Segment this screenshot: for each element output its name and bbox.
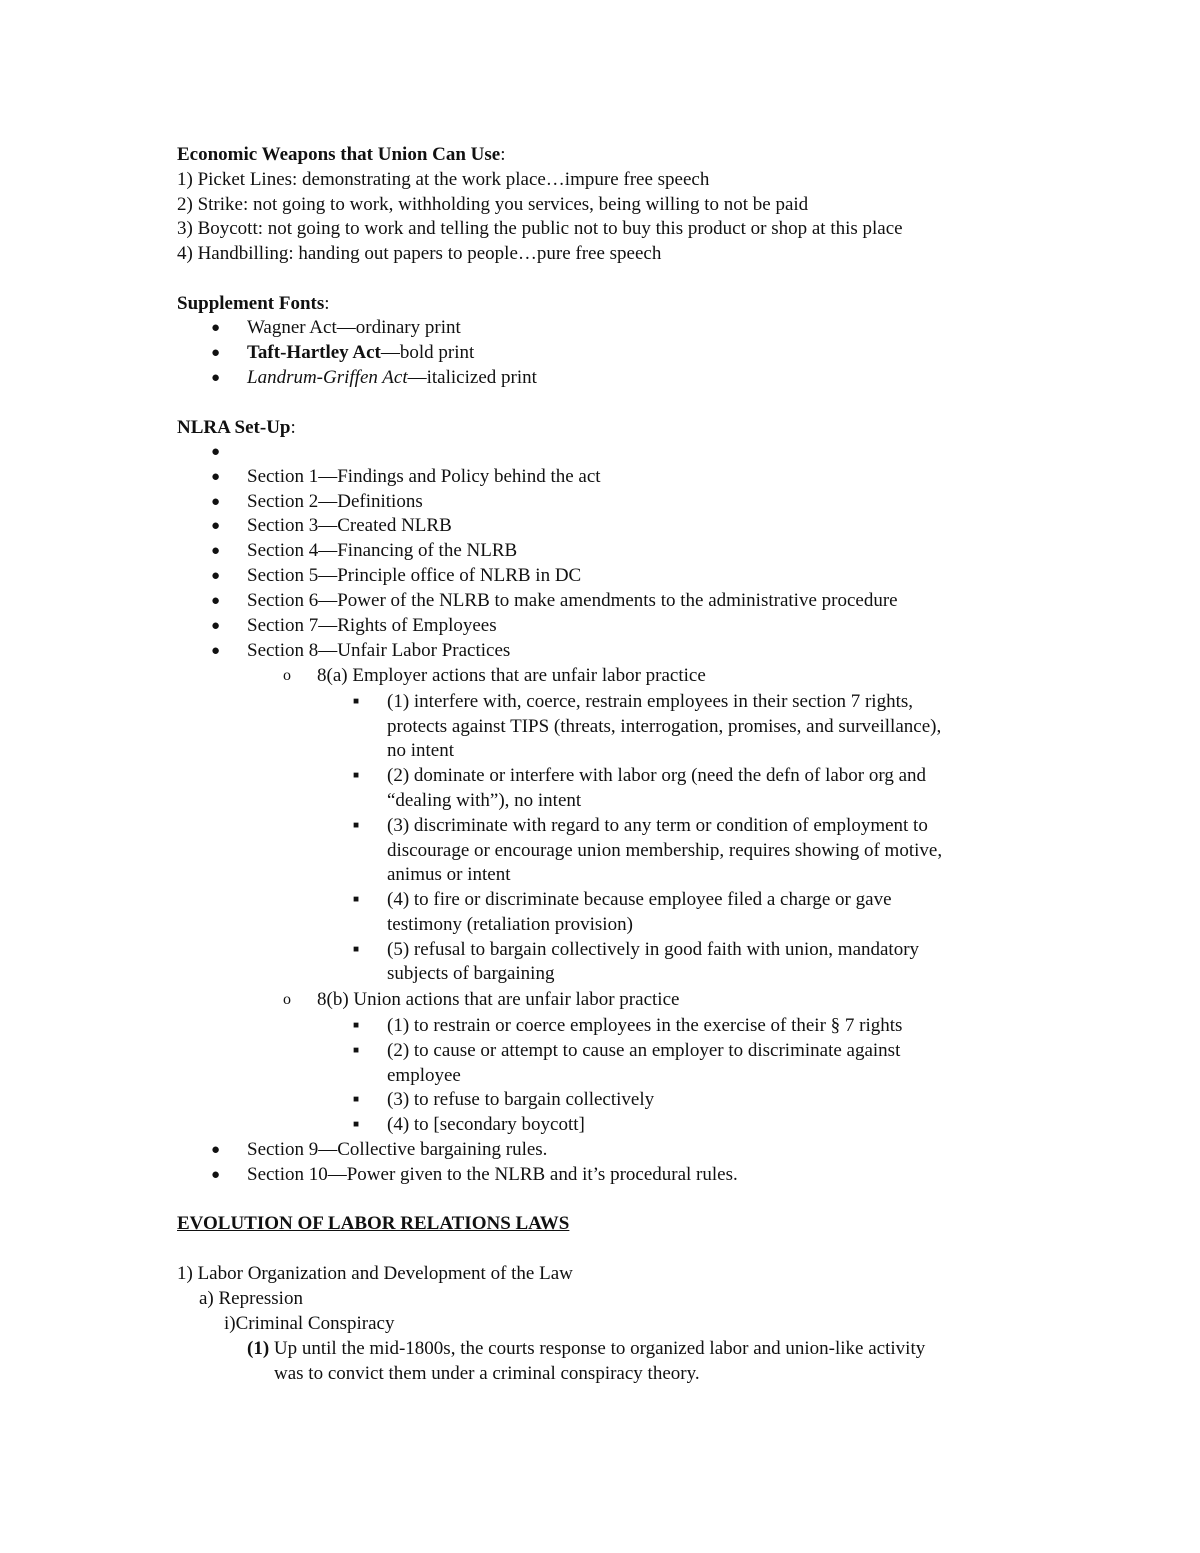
bullet-icon: ● — [211, 469, 221, 485]
bullet-icon: ● — [211, 643, 221, 659]
weapons-heading: Economic Weapons that Union Can Use — [177, 144, 501, 165]
bullet-icon: ● — [211, 593, 221, 609]
square-bullet-icon: ■ — [353, 894, 360, 905]
square-bullet-icon: ■ — [353, 820, 360, 831]
nlra-section: Section 8—Unfair Labor Practices — [247, 640, 511, 661]
sub-item-line: “dealing with”), no intent — [387, 790, 582, 811]
square-bullet-icon: ■ — [353, 696, 360, 707]
supplement-item: Wagner Act—ordinary print — [247, 317, 461, 338]
outline-level-3: i)Criminal Conspiracy — [224, 1313, 395, 1334]
sub-item-line: (3) discriminate with regard to any term or condition of employment to — [387, 815, 928, 836]
outline-level-1: 1) Labor Organization and Development of the Law — [177, 1263, 573, 1284]
supplement-heading: Supplement Fonts — [177, 293, 325, 314]
bullet-icon: ● — [211, 1142, 221, 1158]
bullet-icon: ● — [211, 494, 221, 510]
weapon-item: 4) Handbilling: handing out papers to people…pure free speech — [177, 243, 662, 264]
square-bullet-icon: ■ — [353, 1094, 360, 1105]
square-bullet-icon: ■ — [353, 1119, 360, 1130]
supplement-item: Taft-Hartley Act—bold print — [247, 342, 475, 363]
bullet-icon: ● — [211, 618, 221, 634]
sub-item-line: testimony (retaliation provision) — [387, 914, 633, 935]
outline-level-2: a) Repression — [199, 1288, 303, 1309]
sub-item-line: employee — [387, 1065, 461, 1086]
bullet-icon: ● — [211, 320, 221, 336]
bullet-icon: ● — [211, 444, 221, 460]
sub-section-label: 8(a) Employer actions that are unfair labor practice — [317, 665, 706, 686]
supplement-heading-line: Supplement Fonts: — [177, 293, 330, 314]
weapons-heading-line: Economic Weapons that Union Can Use: — [177, 144, 506, 165]
bullet-icon: ● — [211, 543, 221, 559]
circle-bullet-icon: o — [283, 991, 291, 1008]
weapon-item: 2) Strike: not going to work, withholding you services, being willing to not be paid — [177, 194, 809, 215]
sub-item-line: (3) to refuse to bargain collectively — [387, 1089, 655, 1110]
supplement-item: Landrum-Griffen Act—italicized print — [247, 367, 537, 388]
weapon-item: 3) Boycott: not going to work and telling the public not to buy this product or shop at this place — [177, 218, 903, 239]
nlra-section: Section 10—Power given to the NLRB and it’s procedural rules. — [247, 1164, 738, 1185]
nlra-section: Section 5—Principle office of NLRB in DC — [247, 565, 582, 586]
nlra-section: Section 1—Findings and Policy behind the act — [247, 466, 601, 487]
square-bullet-icon: ■ — [353, 1045, 360, 1056]
bullet-icon: ● — [211, 1167, 221, 1183]
weapon-item: 1) Picket Lines: demonstrating at the work place…impure free speech — [177, 169, 710, 190]
nlra-section: Section 4—Financing of the NLRB — [247, 540, 518, 561]
sub-item-line: protects against TIPS (threats, interrogation, promises, and surveillance), — [387, 716, 942, 737]
sub-item-line: (2) dominate or interfere with labor org (need the defn of labor org and — [387, 765, 927, 786]
nlra-section: Section 6—Power of the NLRB to make amendments to the administrative procedure — [247, 590, 898, 611]
square-bullet-icon: ■ — [353, 1020, 360, 1031]
sub-item-line: no intent — [387, 740, 455, 761]
circle-bullet-icon: o — [283, 667, 291, 684]
sub-item-line: (1) interfere with, coerce, restrain employees in their section 7 rights, — [387, 691, 913, 712]
sub-section-label: 8(b) Union actions that are unfair labor practice — [317, 989, 680, 1010]
bullet-icon: ● — [211, 568, 221, 584]
square-bullet-icon: ■ — [353, 944, 360, 955]
bullet-icon: ● — [211, 345, 221, 361]
sub-item-line: (1) to restrain or coerce employees in the exercise of their § 7 rights — [387, 1015, 903, 1036]
nlra-section: Section 7—Rights of Employees — [247, 615, 497, 636]
sub-item-line: (4) to fire or discriminate because employee filed a charge or gave — [387, 889, 892, 910]
sub-item-line: animus or intent — [387, 864, 511, 885]
bullet-icon: ● — [211, 518, 221, 534]
nlra-section: Section 2—Definitions — [247, 491, 423, 512]
sub-item-line: (2) to cause or attempt to cause an employer to discriminate against — [387, 1040, 901, 1061]
evolution-heading: EVOLUTION OF LABOR RELATIONS LAWS — [177, 1213, 570, 1234]
sub-item-line: (4) to [secondary boycott] — [387, 1114, 585, 1135]
nlra-heading: NLRA Set-Up — [177, 417, 291, 438]
sub-item-line: (5) refusal to bargain collectively in good faith with union, mandatory — [387, 939, 920, 960]
nlra-heading-line: NLRA Set-Up: — [177, 417, 296, 438]
nlra-section: Section 3—Created NLRB — [247, 515, 452, 536]
sub-item-line: discourage or encourage union membership, requires showing of motive, — [387, 840, 943, 861]
nlra-section: Section 9—Collective bargaining rules. — [247, 1139, 548, 1160]
outline-level-4-cont: was to convict them under a criminal conspiracy theory. — [274, 1363, 700, 1384]
bullet-icon: ● — [211, 370, 221, 386]
outline-level-4: (1) Up until the mid-1800s, the courts response to organized labor and union-like activity — [247, 1338, 926, 1359]
sub-item-line: subjects of bargaining — [387, 963, 555, 984]
square-bullet-icon: ■ — [353, 770, 360, 781]
